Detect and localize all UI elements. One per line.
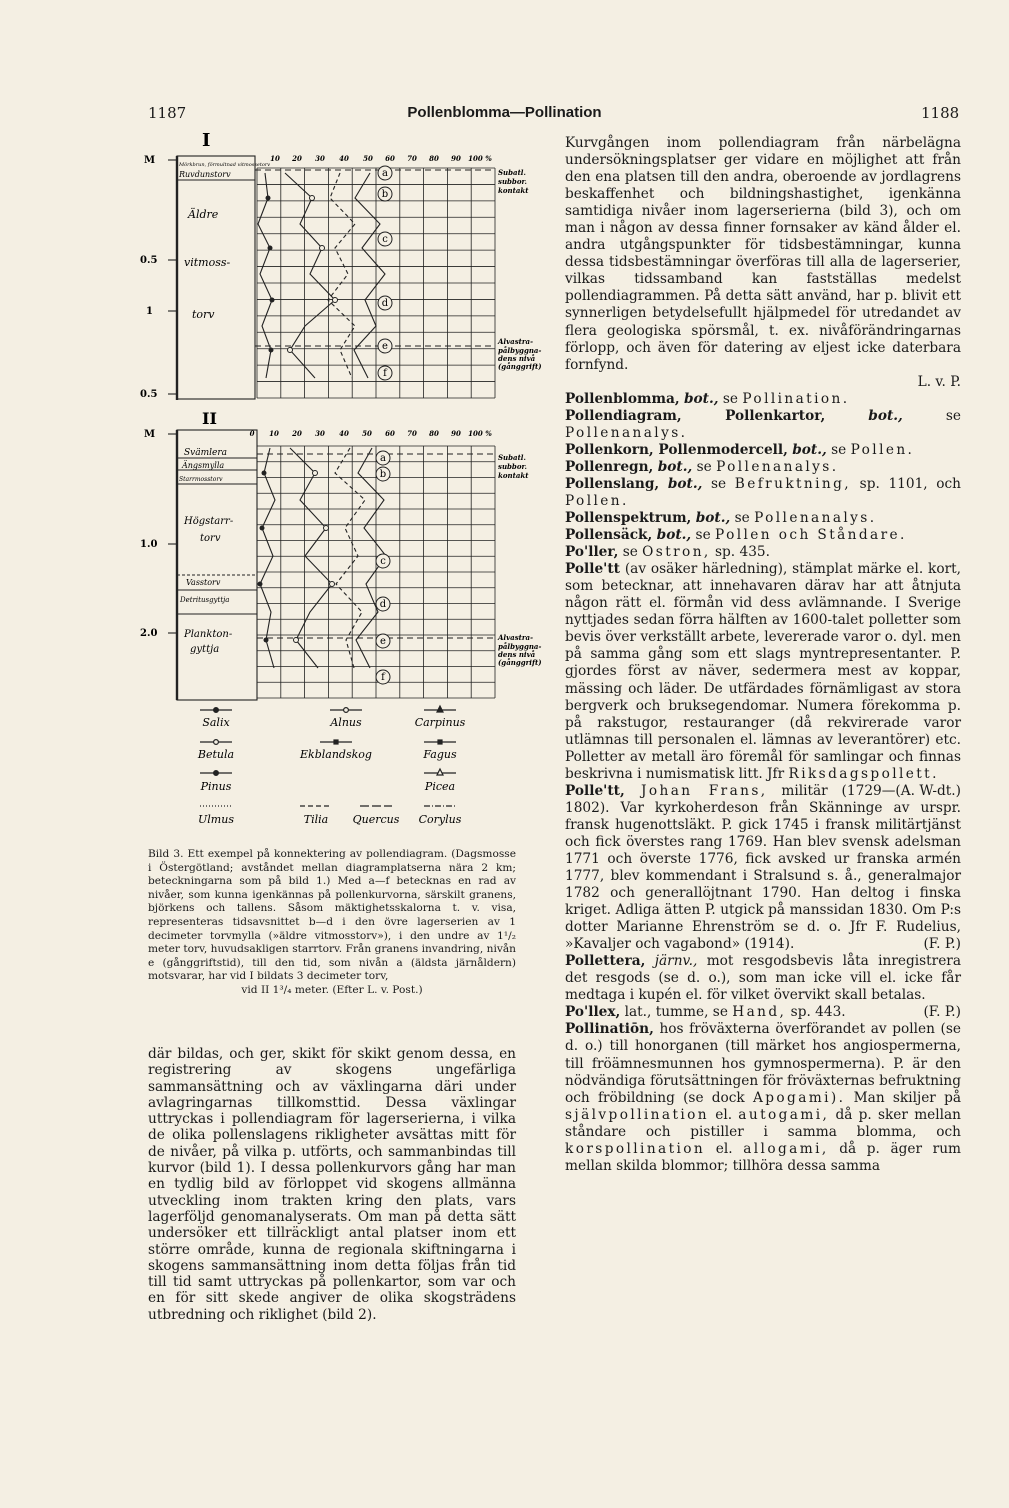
pollen-diagram-figure xyxy=(140,128,542,848)
layer-label: Högstarr- xyxy=(184,516,234,527)
cross-reference: Befruktning, xyxy=(734,475,852,492)
legend-label: Corylus xyxy=(418,813,462,826)
level-label: b xyxy=(381,189,389,200)
caption-text: Bild 3. Ett exempel på konnektering av pollendiagram. (Dagsmosse i Östergötland; avståndet mellan diagramplatserna nära 2 km; beteckningarna som på bild 1.) Med a—f betecknas en rad av nivåer, som kunna igenkännas på pollenkurvorna, särskilt granens, björkens och tallens. Såsom mäktighetsskalorna t. v. visa, representeras tidsavsnittet b—d i den övre lagerserien av 1 decimeter torvmylla (»äldre vitmosstorv»), i den undre av 1¹/₂ meter torv, huvudsakligen starrtorv. Från granens invandring, nivån e (gånggriftstid), till den tid, som nivån a (äldsta järnåldern) motsvarar, har vid I bildats 3 decimeter torv, xyxy=(148,848,516,983)
layer-label: gyttja xyxy=(190,644,220,655)
side-note: dens nivå xyxy=(498,354,536,363)
signature: L. v. P. xyxy=(917,373,961,390)
scale-tick: 10 xyxy=(270,154,280,163)
signature: (F. P.) xyxy=(923,1004,961,1021)
right-column xyxy=(565,135,961,1175)
scale-tick: 100 % xyxy=(468,154,492,163)
entry-headword: Pollenslang, xyxy=(565,475,660,492)
cross-reference: Pollen och Ståndare. xyxy=(715,527,907,544)
scale-tick: 50 xyxy=(363,154,373,163)
legend-label: Ulmus xyxy=(198,813,234,826)
signature: (A. W-dt.) xyxy=(895,782,961,799)
side-note: pålbyggna- xyxy=(498,346,542,355)
scale-tick: 90 xyxy=(451,154,461,163)
entry-headword: Pollenkorn, Pollenmodercell, xyxy=(565,441,788,458)
depth-label: M xyxy=(144,429,156,440)
cross-reference: Ostron, xyxy=(642,544,711,561)
paragraph: där bildas, och ger, skikt för skikt genom dessa, en registrering av skogens ungefärliga sammansättning och av växlingarna däri under avlagringarnas tillkomsttid. Dessa växlingar uttryckas i pollendiagram för lagerserierna, i vilka de olika pollenslagens rikligheter avsättas mitt för de nivåer, på vilka p. utförts, och sammanbindas till kurvor (bild 1). I dessa pollenkurvors gång har man en tydlig bild av förloppet vid skogens allmänna utveckling inom trakten kring den plats, vars lagerföljd genomanalyserats. Om man på detta sätt undersöker ett tillräckligt antal platser inom ett större område, kunna de regionala skiftningarna i skogens sammansättning inom detta följas från tid till tid samt uttryckas på pollenkartor, som var och en för sitt skede angiver de olika skogsträdens utbredning och riklighet (bild 2). xyxy=(148,1046,516,1323)
level-label: d xyxy=(379,599,387,610)
side-note: subbor. xyxy=(498,177,527,186)
scale-tick: 10 xyxy=(269,429,279,438)
level-label: c xyxy=(380,556,386,567)
level-label: e xyxy=(380,636,386,647)
entry-headword: Pollendiagram, Pollenkartor, xyxy=(565,407,826,424)
legend-label: Tilia xyxy=(303,813,329,826)
legend-label: Quercus xyxy=(352,813,400,826)
depth-label: 1.0 xyxy=(140,539,158,550)
side-note: Subatl. xyxy=(498,453,526,462)
scale-tick: 30 xyxy=(315,429,325,438)
entry-headword: Po'ller, xyxy=(565,544,619,561)
side-note: Alvastra- xyxy=(498,337,533,346)
cross-reference: Pollen. xyxy=(565,492,629,509)
layer-label: Plankton- xyxy=(184,629,233,640)
level-label: c xyxy=(382,234,388,245)
layer-label: vitmoss- xyxy=(184,256,231,269)
legend-label: Salix xyxy=(202,716,230,729)
layer-label: Detritusgyttja xyxy=(180,596,230,604)
cross-reference: Apogami). xyxy=(752,1089,846,1106)
layer-label: torv xyxy=(200,533,221,544)
side-note: kontakt xyxy=(498,186,529,195)
figure-caption xyxy=(148,848,516,998)
cross-reference: Hand, xyxy=(732,1004,787,1021)
cross-reference: Pollenanalys. xyxy=(716,458,839,475)
scale-tick: 70 xyxy=(407,154,417,163)
scale-tick: 40 xyxy=(339,154,349,163)
entry-pollenslang: Pollenslang, bot., se Befruktning, sp. 1101, och Pollen. xyxy=(565,475,961,509)
caption-text-end: vid II 1³/₄ meter. (Efter L. v. Post.) xyxy=(241,983,423,996)
level-label: b xyxy=(379,469,387,480)
entry-pollex: Po'llex, lat., tumme, se Hand, sp. 443. xyxy=(565,1004,846,1021)
side-note: Subatl. xyxy=(498,168,526,177)
level-label: f xyxy=(381,672,385,683)
side-note: kontakt xyxy=(498,471,529,480)
side-note: (gånggrift) xyxy=(498,362,542,371)
legend-label: Pinus xyxy=(200,780,232,793)
depth-label: 0.5 xyxy=(140,255,158,266)
cross-reference: Riksdagspollett. xyxy=(788,765,939,782)
entry-pollendiagram: Pollendiagram, Pollenkartor, bot., se Pollenanalys. xyxy=(565,407,961,441)
entry-pollenblomma: Pollenblomma, bot., se Pollination. xyxy=(565,390,850,407)
level-label: f xyxy=(383,368,387,379)
side-note: (gånggrift) xyxy=(498,658,542,667)
entry-poller: Po'ller, se Ostron, sp. 435. xyxy=(565,544,770,561)
cross-reference: Pollenanalys. xyxy=(754,510,877,527)
legend-label: Carpinus xyxy=(414,716,466,729)
scale-tick: 20 xyxy=(292,154,302,163)
scale-tick: 60 xyxy=(385,154,395,163)
depth-label: M xyxy=(144,155,156,166)
cross-reference: Pollenanalys. xyxy=(565,424,688,441)
legend-label: Ekblandskog xyxy=(300,748,372,761)
scale-tick: 20 xyxy=(292,429,302,438)
side-note: Alvastra- xyxy=(498,633,533,642)
depth-label: 0.5 xyxy=(140,389,158,400)
entry-headword: Pollenspektrum, xyxy=(565,510,692,527)
scale-tick: 0 xyxy=(249,429,255,438)
level-label: a xyxy=(380,453,386,464)
diagram-2-label: II xyxy=(202,409,217,428)
layer-label: Svämlera xyxy=(184,448,228,458)
running-title: Pollenblomma—Pollination xyxy=(407,104,602,121)
layer-label: torv xyxy=(192,308,215,321)
left-column-text xyxy=(148,1046,516,1323)
scale-tick: 60 xyxy=(385,429,395,438)
entry-headword: Polle'tt xyxy=(565,561,620,578)
signature: (F. P.) xyxy=(923,936,961,953)
entry-pollination: Pollinatiōn, hos fröväxterna överförandet av pollen (se d. o.) till honorganen (till märket hos angiospermerna, till fröämnesmunnen hos gymnospermerna). P. är den nödvändiga förutsättningen för fröväxternas befruktning och fröbildning (se dock Apogami). Man skiljer på självpollination el. autogami, då p. sker mellan ståndare och pistiller i samma blomma, och korspollination el. allogami, då p. äger rum mellan skilda blommor; tillhöra dessa samma xyxy=(565,1021,962,1174)
entry-headword: Polle'tt, xyxy=(565,782,625,799)
scale-tick: 90 xyxy=(451,429,461,438)
scale-tick: 100 % xyxy=(468,429,492,438)
legend-label: Alnus xyxy=(330,716,362,729)
layer-label: Starrmosstorv xyxy=(179,476,223,483)
side-note: pålbyggna- xyxy=(498,642,542,651)
side-note: dens nivå xyxy=(498,650,536,659)
page-number-right: 1188 xyxy=(921,104,960,122)
entry-pollensack: Pollensäck, bot., se Pollen och Ståndare. xyxy=(565,527,907,544)
scale-tick: 30 xyxy=(315,154,325,163)
entry-pollenspektrum: Pollenspektrum, bot., se Pollenanalys. xyxy=(565,510,877,527)
entry-headword: Po'llex, xyxy=(565,1004,621,1021)
level-label: d xyxy=(381,298,389,309)
entry-headword: Pollettera, xyxy=(565,953,646,970)
layer-label: Mörkbrun, förmultnad vitmossetorv xyxy=(179,162,271,168)
scale-tick: 40 xyxy=(339,429,349,438)
layer-label: Vasstorv xyxy=(186,578,221,587)
level-label: e xyxy=(382,341,388,352)
entry-pollett-person: Polle'tt, Johan Frans, militär (1729—1802). Var kyrkoherdeson från Skänninge av urspr. fransk hugenottsläkt. P. gick 1745 i fransk militärtjänst och fick överstes rang 1769. Han blev svensk adelsman 1771 och överste 1776, fick avsked ur franska armén 1777, blev kommendant i Stralsund s. å., generalmajor 1782 och generallöjtnant 1790. Han deltog i finska kriget. Adliga ätten P. utgick på manssidan 1830. Om P:s dotter Marianne Ehrenström se d. o. Jfr F. Rudelius, »Kavaljer och vagabond» (1914). (F. P.) xyxy=(565,782,961,953)
entry-pollett: Polle'tt (av osäker härledning), stämplat märke el. kort, som betecknar, att innehavaren därav har att åtnjuta någon rätt el. förmån vid dess avlämnande. I Sverige nyttjades sedan förra hälften av 1600-talet polletter som bevis över verkställt arbete, levererade varor o. dyl. men på samma gång som ett slags myntrepresentanter. P. gjordes först av näver, sedermera mest av koppar, mässing och läder. De utfärdades förnämligast av stora bergverk och bruksegendomar. Numera förekomma p. på rakstugor, restauranger (då rekvirerade varor utlämnas till personalen el. lämnas av leverantörer) etc. Polletter av metall äro föremål för samlingar och finnas beskrivna i numismatisk litt. Jfr Riksdagspollett. (A. W-dt.) xyxy=(565,561,961,799)
legend-label: Betula xyxy=(197,748,235,761)
scale-tick: 80 xyxy=(429,154,439,163)
cross-reference: Pollination. xyxy=(742,390,850,407)
scale-tick: 70 xyxy=(407,429,417,438)
scale-tick: 50 xyxy=(362,429,372,438)
legend-label: Fagus xyxy=(423,748,457,761)
page-number-left: 1187 xyxy=(148,104,187,122)
level-label: a xyxy=(382,168,388,179)
entry-headword: Pollinatiōn, xyxy=(565,1021,654,1038)
scale-tick: 80 xyxy=(429,429,439,438)
entry-headword: Pollenregn, xyxy=(565,458,654,475)
entry-pollettera: Pollettera, järnv., mot resgodsbevis låta inregistrera det resgods (se d. o.), som man icke vill el. icke får medtaga i kupén el. för vilket övervikt skall betalas. (F. P.) xyxy=(565,953,961,1021)
entry-pollenkorn: Pollenkorn, Pollenmodercell, bot., se Pollen. xyxy=(565,441,915,458)
layer-label: Äldre xyxy=(188,208,219,221)
paragraph: Kurvgången inom pollendiagram från närbelägna undersökningsplatser ger vidare en möjlighet att från den ena platsen till den andra, oberoende av jordlagrens beskaffenhet och bildningshastighet, igenkänna samtidiga nivåer inom lagerserierna (bild 3), och om man i någon av dessa finner fornsaker av känd ålder el. andra utgångspunkter för tidsbestämningar, kunna dessa tidsbestämningar överföras till alla de lagerserier, vilkas tidssamband kan fastställas medelst pollendiagrammen. På detta sätt använd, har p. blivit ett synnerligen betydelsefullt hjälpmedel för utredandet av flera geologiska spörsmål, t. ex. nivåförändringarnas förlopp, och även för datering av eljest icke daterbara fornfynd. L. v. P. xyxy=(565,135,961,390)
legend-label: Picea xyxy=(424,780,456,793)
layer-label: Ruvdunstorv xyxy=(179,170,231,179)
diagram-1-label: I xyxy=(202,130,211,151)
entry-pollenregn: Pollenregn, bot., se Pollenanalys. xyxy=(565,458,839,475)
depth-label: 1 xyxy=(146,306,153,317)
depth-label: 2.0 xyxy=(140,628,158,639)
cross-reference: Pollen. xyxy=(850,441,915,458)
entry-headword: Pollensäck, xyxy=(565,527,653,544)
entry-headword: Pollenblomma, xyxy=(565,390,680,407)
side-note: subbor. xyxy=(498,462,527,471)
layer-label: Ängsmylla xyxy=(182,461,225,470)
